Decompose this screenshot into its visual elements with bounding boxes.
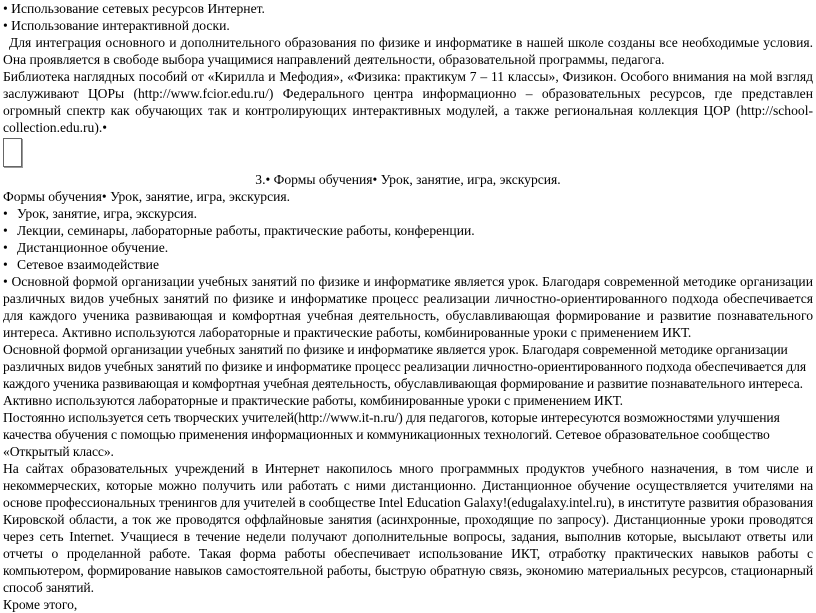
paragraph-forms: Формы обучения• Урок, занятие, игра, экскурсия.: [3, 189, 291, 204]
paragraph-main-form-2: Основной формой организации учебных занятий по физике и информатике является урок. Благодаря современной методике организации различных видов учебных занятий по физике и информатике процесс реализации личностно-ориентированного подхода обеспечивается для каждого ученика развивающая и комфортная учебная деятельность, обуславливающая формирование и развитие познавательного интереса. Активно используются лабораторные и практические работы, комбинированные уроки с применением ИКТ.: [3, 342, 806, 408]
list-item: • Сетевое взаимодействие: [3, 256, 813, 273]
section-heading: 3.• Формы обучения• Урок, занятие, игра, экскурсия.: [255, 172, 561, 187]
forms-list: [3, 205, 813, 273]
paragraph-distance-learning: На сайтах образовательных учреждений в Интернет накопилось много программных продуктов учебного назначения, в том числе и некоммерческих, которые можно получить или работать с ними дистанционно. Дистанционное обучение осуществляется учителями на основе профессиональных тренингов для учителей в сообществе Intel Education Galaxy!(edugalaxy.intel.ru), в институте развития образования Кировской области, а ток же проводятся оффлайновые занятия (асинхронные, проходящие по запросу). Дистанционные уроки проводятся через сеть Internet. Учащиеся в течение недели получают дополнительные вопросы, задания, выполнив которые, высылают ответы или отчеты о проделанной работе. Такая форма работы обеспечивает использование ИКТ, отработку практических навыков работы с компьютером, формирование навыков самостоятельной работы, быструю обратную связь, экономию материальных ресурсов, стационарный способ занятий.: [3, 461, 813, 595]
paragraph-main-form-1-text: Основной формой организации учебных занятий по физике и информатике является урок. Благодаря современной методике организации различных видов учебных занятий по физике и информатике процесс реализации личностно-ориентированного подхода обеспечивается для каждого ученика развивающая и комфортная учебная деятельность, обуславливающая формирование и развитие познавательного интереса. Активно используются лабораторные и практические работы, комбинированные уроки с применением ИКТ.: [3, 274, 813, 340]
paragraph-besides: Кроме этого,: [3, 597, 78, 612]
paragraph-teacher-network: Постоянно используется сеть творческих учителей(http://www.it-n.ru/) для педагогов, которые интересуются возможностями улучшения качества обучения с помощью применения информационных и коммуникационных технологий. Сетевое образовательное сообщество «Открытый класс».: [3, 410, 780, 459]
list-item: • Урок, занятие, игра, экскурсия.: [3, 205, 813, 222]
paragraph-main-form-1: [3, 273, 813, 341]
paragraph-network-resources: • Использование сетевых ресурсов Интернет.: [3, 1, 265, 16]
list-item: • Лекции, семинары, лабораторные работы, практические работы, конференции.: [3, 222, 813, 239]
paragraph-library: Библиотека наглядных пособий от «Кирилла и Мефодия», «Физика: практикум 7 – 11 классы», Физикон. Особого внимания на мой взгляд заслуживают ЦОРы (http://www.fcior.edu.ru/) Федерального центра информационно – образовательных ресурсов, где представлен огромный спектр как обучающих так и контролирующих интерактивных модулей, а также региональная коллекция ЦОР (http://school-collection.edu.ru).•: [3, 69, 813, 135]
list-item: • Дистанционное обучение.: [3, 239, 813, 256]
image-placeholder: [3, 138, 22, 167]
paragraph-interactive-board: • Использование интерактивной доски.: [3, 18, 230, 33]
bullet-lead: •: [3, 274, 12, 289]
paragraph-integration: Для интеграция основного и дополнительного образования по физике и информатике в нашей школе созданы все необходимые условия. Она проявляется в свободе выбора учащимися направлений деятельности, образовательной программы, педагога.: [3, 35, 813, 67]
